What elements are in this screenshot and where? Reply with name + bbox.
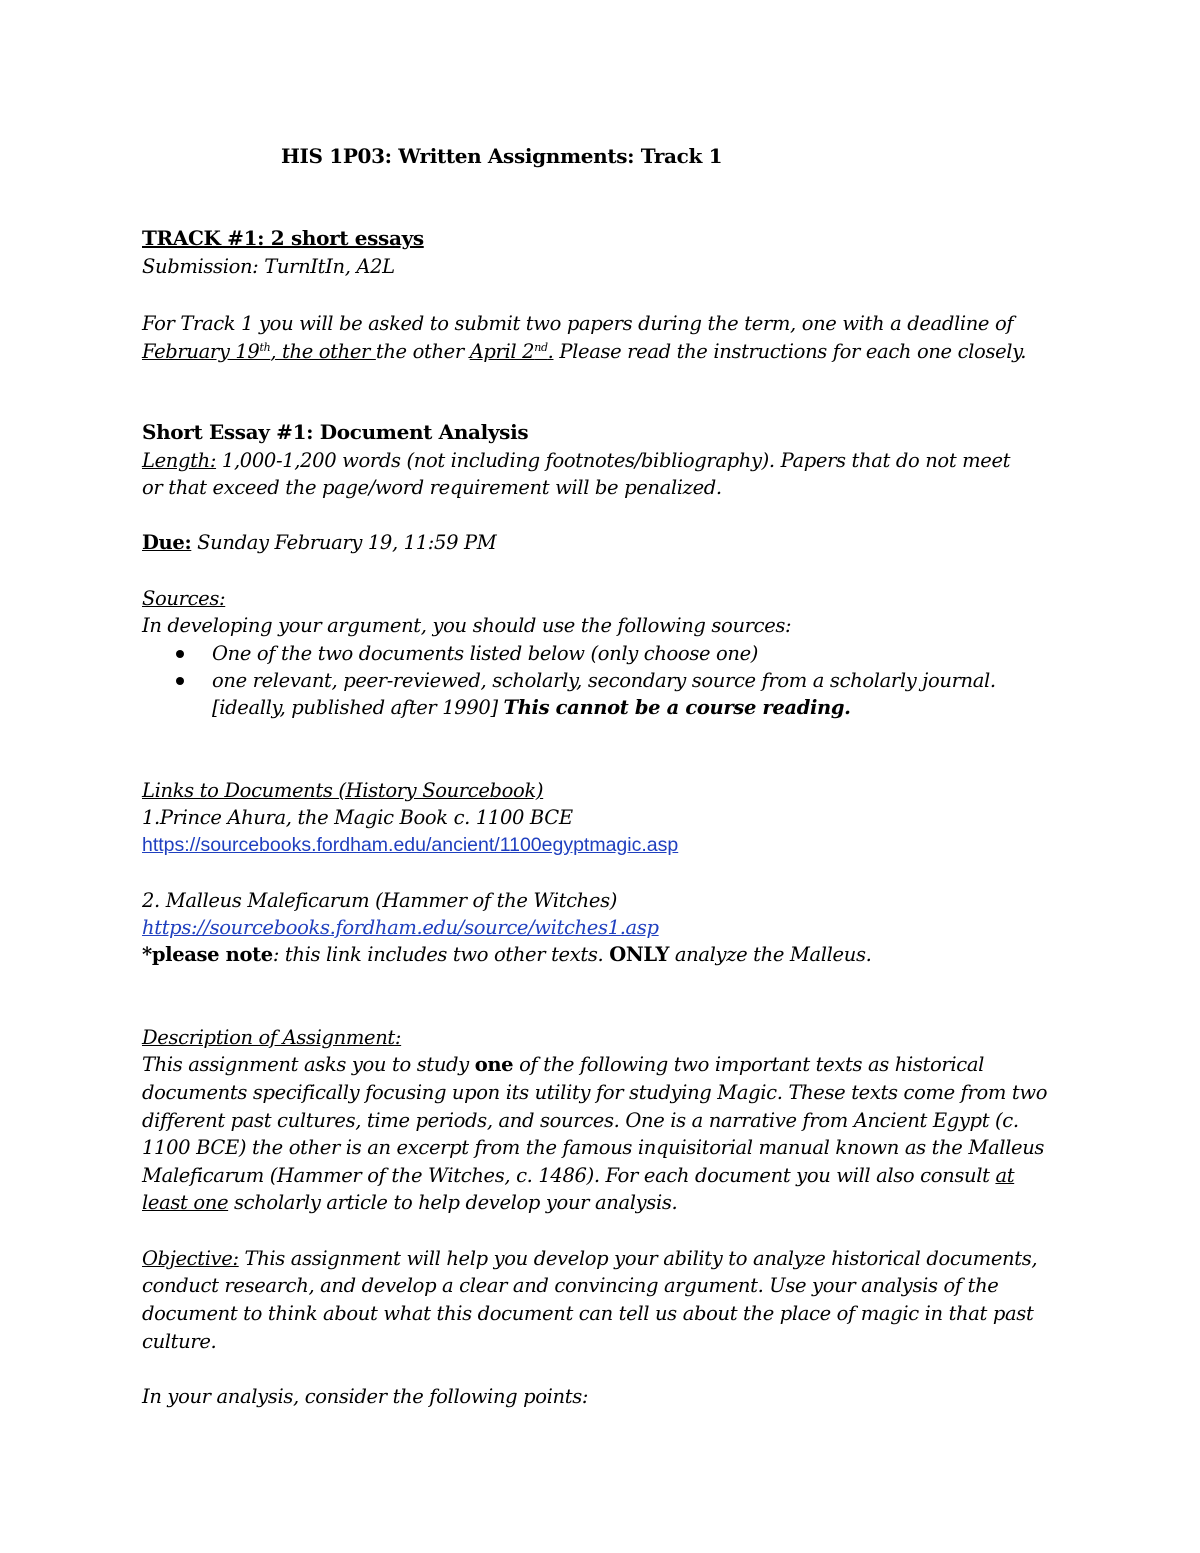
list-item: One of the two documents listed below (only choose one): [142, 640, 996, 667]
length-line-1: Length: 1,000-1,200 words (not including footnotes/bibliography). Papers that do not meet: [142, 449, 1011, 472]
objective-line-2: conduct research, and develop a clear and convincing argument. Use your analysis of the: [142, 1274, 999, 1297]
track-heading: TRACK #1: 2 short essays: [142, 226, 424, 250]
intro-rest: Please read the instructions for each one closely.: [553, 340, 1027, 363]
length-label: Length:: [142, 449, 217, 472]
links-heading: Links to Documents (History Sourcebook): [142, 779, 544, 802]
note-line: *please note: this link includes two other texts. ONLY analyze the Malleus.: [142, 943, 872, 966]
description-line-3: different past cultures, time periods, and sources. One is a narrative from Ancient Egypt (c.: [142, 1109, 1019, 1132]
deadline-2: April 2nd.: [469, 340, 554, 363]
description-line-4: 1100 BCE) the other is an excerpt from the famous inquisitorial manual known as the Malleus: [142, 1136, 1045, 1159]
due-line: Due: Sunday February 19, 11:59 PM: [142, 531, 497, 554]
deadline-1: February 19th, the other: [142, 340, 376, 363]
sources-list: [142, 640, 996, 721]
description-line-5: Maleficarum (Hammer of the Witches, c. 1486). For each document you will also consult at: [142, 1164, 1015, 1187]
doc1-title: 1.Prince Ahura, the Magic Book c. 1100 BCE: [142, 806, 573, 829]
bullet-icon: [176, 650, 184, 658]
intro-line-2: [142, 338, 1026, 365]
length-line-2: or that exceed the page/word requirement will be penalized.: [142, 476, 722, 499]
doc2-link-line: [142, 914, 659, 941]
objective-label: Objective:: [142, 1247, 239, 1270]
doc1-link[interactable]: https://sourcebooks.fordham.edu/ancient/1100egyptmagic.asp: [142, 834, 679, 856]
doc2-link[interactable]: https://sourcebooks.fordham.edu/source/witches1.asp: [142, 916, 659, 939]
description-line-6: least one scholarly article to help develop your analysis.: [142, 1191, 678, 1214]
bullet-icon: [176, 677, 184, 685]
due-label: Due:: [142, 531, 192, 554]
intro-the-other: the other: [375, 340, 470, 363]
essay1-heading: Short Essay #1: Document Analysis: [142, 420, 529, 444]
description-line-1: This assignment asks you to study one of the following two important texts as historical: [142, 1053, 984, 1076]
intro-line-1: For Track 1 you will be asked to submit two papers during the term, one with a deadline of: [142, 312, 1014, 335]
page-title: HIS 1P03: Written Assignments: Track 1: [281, 144, 723, 168]
sources-intro: In developing your argument, you should use the following sources:: [142, 614, 792, 637]
doc1-link-line: [142, 831, 678, 859]
objective-line-1: Objective: This assignment will help you develop your ability to analyze historical documents,: [142, 1247, 1038, 1270]
objective-line-3: document to think about what this document can tell us about the place of magic in that past: [142, 1302, 1034, 1325]
list-item: one relevant, peer-reviewed, scholarly, secondary source from a scholarly journal.: [142, 667, 996, 694]
sources-label: Sources:: [142, 587, 226, 610]
description-label: Description of Assignment:: [142, 1026, 402, 1049]
doc2-title: 2. Malleus Maleficarum (Hammer of the Witches): [142, 889, 617, 912]
description-line-2: documents specifically focusing upon its utility for studying Magic. These texts come from two: [142, 1081, 1048, 1104]
analysis-intro: In your analysis, consider the following points:: [142, 1385, 589, 1408]
submission-line: Submission: TurnItIn, A2L: [142, 255, 395, 278]
objective-line-4: culture.: [142, 1330, 217, 1353]
list-item-continuation: [ideally, published after 1990] This cannot be a course reading.: [212, 696, 851, 719]
